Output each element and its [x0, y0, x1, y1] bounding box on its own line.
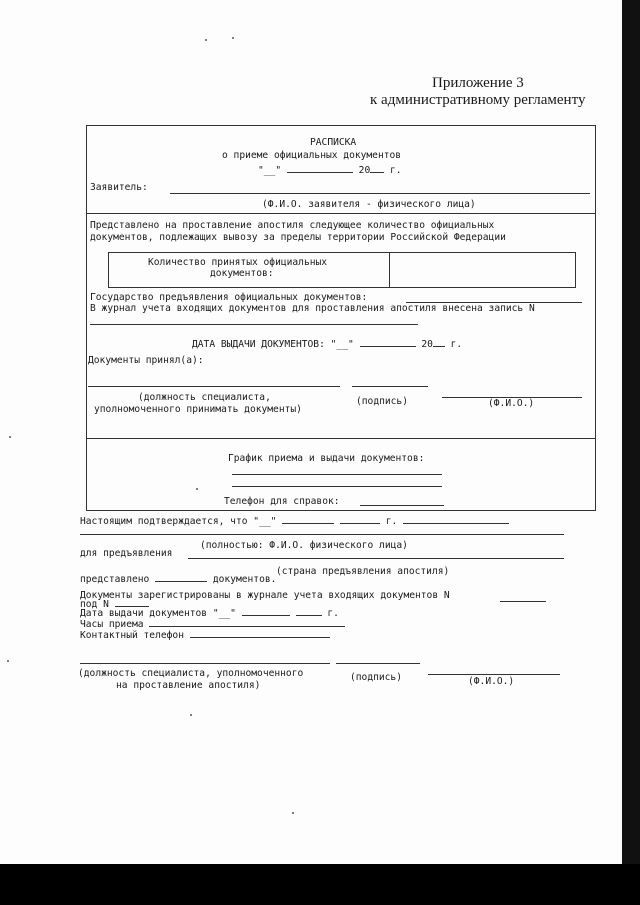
bottom-position-line [80, 663, 330, 664]
schedule-label: График приема и выдачи документов: [228, 453, 425, 464]
issue-year-suffix: г. [450, 339, 463, 350]
bottom-signature: (подпись) [350, 672, 402, 683]
submitted-count-blank [155, 572, 207, 582]
sig-signature-line [352, 386, 428, 387]
schedule-line [232, 486, 442, 487]
issue-date-month-blank [360, 337, 416, 347]
phone-label: Телефон для справок: [224, 496, 340, 507]
confirm-issue-year-blank [296, 606, 322, 616]
sig-position-2: уполномоченного принимать документы) [94, 404, 302, 415]
receipt-year-suffix: г. [390, 165, 402, 176]
count-label-2: документов: [210, 268, 274, 279]
schedule-line [232, 474, 442, 475]
under-n-label: под N [80, 599, 109, 610]
contact-label: Контактный телефон [80, 630, 184, 641]
receipt-year-blank [370, 163, 384, 173]
confirm-year-blank [340, 514, 380, 524]
applicant-label: Заявитель: [90, 182, 148, 193]
country-hint: (страна предъявления апостиля) [276, 566, 450, 577]
confirm-label: Настоящим подтверждается, что [80, 516, 248, 527]
receipt-date-day: "__" [258, 165, 282, 176]
appendix-title: Приложение 3 [432, 75, 524, 91]
issue-date [192, 337, 462, 350]
submitted-text-1: Представлено на проставление апостиля следующее количество официальных [90, 220, 495, 231]
for-submission-label: для предъявления [80, 548, 173, 559]
scan-speck [190, 714, 192, 716]
section-divider [86, 438, 595, 439]
confirm-issue-day: "__" [212, 608, 236, 619]
bottom-position-1: (должность специалиста, уполномоченного [78, 668, 304, 679]
issue-year-blank [433, 337, 445, 347]
fullname-hint: (полностью: Ф.И.О. физического лица) [200, 540, 408, 551]
confirm-year-suffix: г. [385, 516, 398, 527]
confirm-issue-year-suffix: г. [327, 608, 339, 619]
confirm-issue-label: Дата выдачи документов [80, 608, 208, 619]
scan-speck [205, 39, 207, 41]
scan-right-edge [622, 0, 640, 864]
hours-label: Часы приема [80, 619, 144, 630]
confirm-name-blank [403, 514, 509, 524]
receipt-title: РАСПИСКА [310, 137, 357, 148]
state-label: Государство предъявления официальных документов: [90, 292, 368, 303]
scan-speck [7, 660, 9, 662]
submitted-row [80, 572, 276, 585]
applicant-line [170, 193, 590, 194]
submitted-label: представлено [80, 574, 150, 585]
bottom-name: (Ф.И.О.) [468, 676, 515, 687]
hours-blank [149, 617, 345, 627]
confirm-month-blank [282, 514, 334, 524]
journal-label: В журнал учета входящих документов для проставления апостиля внесена запись N [90, 303, 535, 314]
sig-position-1: (должность специалиста, [138, 392, 271, 403]
sig-position-line [88, 386, 340, 387]
accepted-label: Документы принял(а): [88, 355, 204, 366]
submitted-text-2: документов, подлежащих вывозу за пределы территории Российской Федерации [90, 232, 506, 243]
scan-speck [232, 37, 234, 39]
phone-line [360, 505, 444, 506]
confirm-day: "__" [253, 516, 277, 527]
for-submission-line [188, 558, 564, 559]
count-table-divider [389, 252, 390, 287]
appendix-subtitle: к административному регламенту [370, 92, 586, 108]
issue-date-day: "__" [330, 339, 354, 350]
scan-speck [9, 436, 11, 438]
receipt-date-month-blank [287, 163, 353, 173]
scan-bottom-edge [0, 864, 640, 905]
receipt-date-year: 20 [358, 165, 371, 176]
applicant-hint: (Ф.И.О. заявителя - физического лица) [262, 199, 476, 210]
fullname-line [80, 534, 564, 535]
scan-speck [292, 812, 294, 814]
issue-date-label: ДАТА ВЫДАЧИ ДОКУМЕНТОВ: [192, 339, 325, 350]
journal-line [90, 324, 418, 325]
confirm-text [80, 514, 509, 527]
registered-line [500, 601, 546, 602]
sig-signature: (подпись) [356, 396, 408, 407]
section-divider [86, 213, 595, 214]
bottom-signature-line [336, 663, 420, 664]
confirm-issue-month-blank [242, 606, 290, 616]
submitted-suffix: документов. [212, 574, 277, 585]
count-label-1: Количество принятых официальных [148, 257, 328, 268]
bottom-position-2: на проставление апостиля) [116, 680, 261, 691]
bottom-name-line [428, 674, 560, 675]
registered-label: Документы зарегистрированы в журнале учета входящих документов N [80, 590, 450, 601]
contact-blank [190, 628, 330, 638]
sig-name: (Ф.И.О.) [488, 398, 535, 409]
contact-row [80, 628, 330, 641]
receipt-date [258, 163, 402, 176]
receipt-subtitle: о приеме официальных документов [222, 150, 402, 161]
issue-date-year: 20 [421, 339, 433, 350]
